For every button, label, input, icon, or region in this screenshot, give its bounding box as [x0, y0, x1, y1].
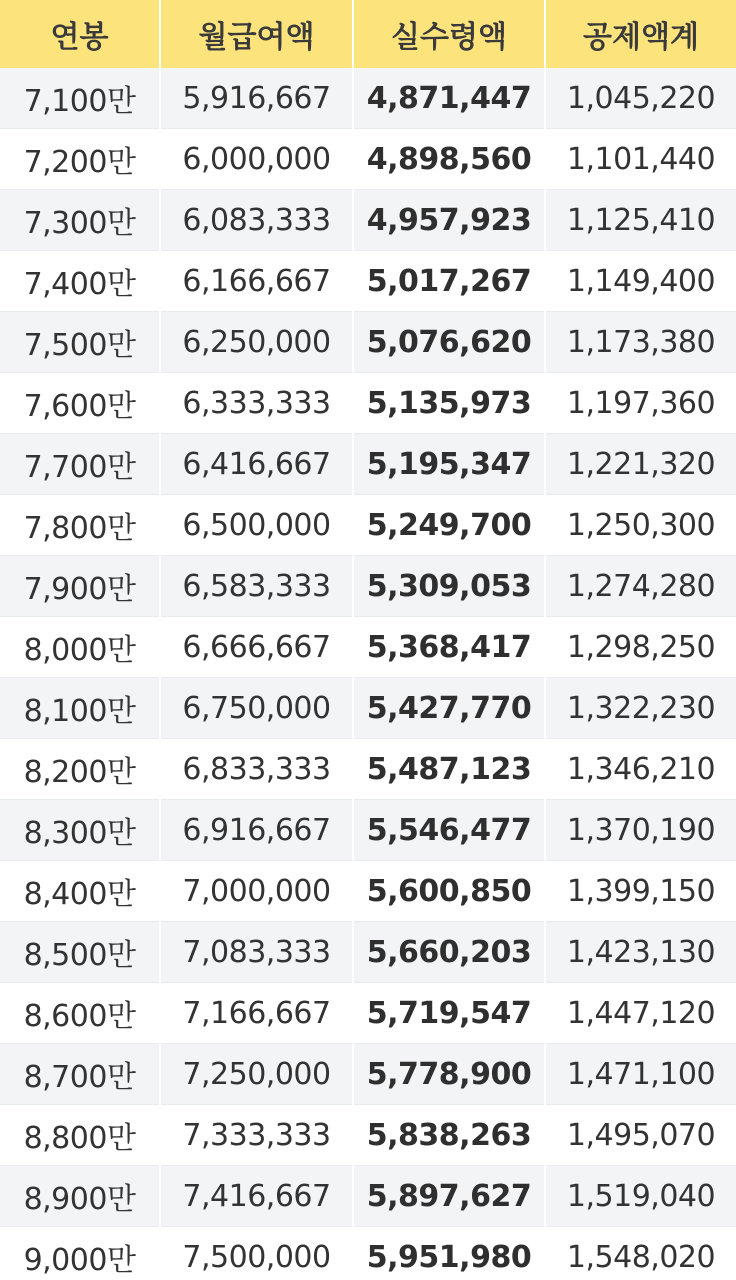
cell-monthly-pay: 6,916,667: [160, 800, 353, 861]
cell-total-deduction: 1,274,280: [545, 556, 736, 617]
table-row: [0, 373, 736, 434]
cell-monthly-pay: 7,500,000: [160, 1227, 353, 1280]
cell-annual-salary: 7,600만: [0, 373, 160, 434]
cell-monthly-pay: 7,083,333: [160, 922, 353, 983]
cell-total-deduction: 1,423,130: [545, 922, 736, 983]
cell-annual-salary: 7,400만: [0, 251, 160, 312]
cell-total-deduction: 1,495,070: [545, 1105, 736, 1166]
cell-monthly-pay: 6,166,667: [160, 251, 353, 312]
table-row: [0, 983, 736, 1044]
cell-total-deduction: 1,548,020: [545, 1227, 736, 1280]
cell-total-deduction: 1,399,150: [545, 861, 736, 922]
cell-total-deduction: 1,322,230: [545, 678, 736, 739]
cell-annual-salary: 7,300만: [0, 190, 160, 251]
table-row: [0, 617, 736, 678]
cell-total-deduction: 1,370,190: [545, 800, 736, 861]
cell-net-pay: 5,546,477: [353, 800, 545, 861]
cell-net-pay: 4,957,923: [353, 190, 545, 251]
cell-total-deduction: 1,250,300: [545, 495, 736, 556]
cell-annual-salary: 8,400만: [0, 861, 160, 922]
table-row: [0, 678, 736, 739]
table-row: [0, 922, 736, 983]
cell-annual-salary: 7,800만: [0, 495, 160, 556]
table-row: [0, 434, 736, 495]
cell-annual-salary: 8,200만: [0, 739, 160, 800]
cell-annual-salary: 7,200만: [0, 129, 160, 190]
table-row: [0, 739, 736, 800]
cell-annual-salary: 7,700만: [0, 434, 160, 495]
cell-total-deduction: 1,173,380: [545, 312, 736, 373]
cell-annual-salary: 9,000만: [0, 1227, 160, 1280]
cell-total-deduction: 1,519,040: [545, 1166, 736, 1227]
header-monthly-pay: 월급여액: [160, 0, 353, 68]
table-row: [0, 1105, 736, 1166]
cell-monthly-pay: 6,250,000: [160, 312, 353, 373]
cell-monthly-pay: 6,333,333: [160, 373, 353, 434]
table-row: [0, 1044, 736, 1105]
cell-total-deduction: 1,221,320: [545, 434, 736, 495]
cell-annual-salary: 7,500만: [0, 312, 160, 373]
cell-monthly-pay: 7,333,333: [160, 1105, 353, 1166]
cell-annual-salary: 8,500만: [0, 922, 160, 983]
cell-monthly-pay: 6,833,333: [160, 739, 353, 800]
table-row: [0, 129, 736, 190]
cell-annual-salary: 8,000만: [0, 617, 160, 678]
cell-total-deduction: 1,298,250: [545, 617, 736, 678]
cell-annual-salary: 8,700만: [0, 1044, 160, 1105]
cell-monthly-pay: 7,166,667: [160, 983, 353, 1044]
cell-total-deduction: 1,447,120: [545, 983, 736, 1044]
header-row: [0, 0, 736, 68]
cell-monthly-pay: 5,916,667: [160, 68, 353, 129]
cell-net-pay: 5,897,627: [353, 1166, 545, 1227]
cell-monthly-pay: 6,416,667: [160, 434, 353, 495]
cell-net-pay: 5,719,547: [353, 983, 545, 1044]
cell-total-deduction: 1,045,220: [545, 68, 736, 129]
cell-total-deduction: 1,471,100: [545, 1044, 736, 1105]
cell-net-pay: 5,838,263: [353, 1105, 545, 1166]
table-row: [0, 190, 736, 251]
table-row: [0, 1227, 736, 1280]
cell-annual-salary: 7,100만: [0, 68, 160, 129]
cell-monthly-pay: 6,083,333: [160, 190, 353, 251]
cell-annual-salary: 8,900만: [0, 1166, 160, 1227]
cell-net-pay: 5,076,620: [353, 312, 545, 373]
cell-net-pay: 5,778,900: [353, 1044, 545, 1105]
cell-annual-salary: 7,900만: [0, 556, 160, 617]
header-annual-salary: 연봉: [0, 0, 160, 68]
cell-net-pay: 5,309,053: [353, 556, 545, 617]
cell-total-deduction: 1,149,400: [545, 251, 736, 312]
cell-total-deduction: 1,125,410: [545, 190, 736, 251]
cell-net-pay: 4,898,560: [353, 129, 545, 190]
cell-monthly-pay: 6,750,000: [160, 678, 353, 739]
cell-net-pay: 5,487,123: [353, 739, 545, 800]
header-net-pay: 실수령액: [353, 0, 545, 68]
table-body: [0, 68, 736, 1280]
cell-net-pay: 5,249,700: [353, 495, 545, 556]
table-row: [0, 800, 736, 861]
cell-annual-salary: 8,600만: [0, 983, 160, 1044]
table-row: [0, 556, 736, 617]
table-header: [0, 0, 736, 68]
cell-net-pay: 5,427,770: [353, 678, 545, 739]
cell-monthly-pay: 6,000,000: [160, 129, 353, 190]
cell-monthly-pay: 7,416,667: [160, 1166, 353, 1227]
cell-total-deduction: 1,197,360: [545, 373, 736, 434]
header-total-deduction: 공제액계: [545, 0, 736, 68]
cell-net-pay: 5,368,417: [353, 617, 545, 678]
cell-monthly-pay: 6,500,000: [160, 495, 353, 556]
cell-net-pay: 4,871,447: [353, 68, 545, 129]
cell-monthly-pay: 7,250,000: [160, 1044, 353, 1105]
table-row: [0, 251, 736, 312]
table-row: [0, 495, 736, 556]
cell-net-pay: 5,017,267: [353, 251, 545, 312]
cell-monthly-pay: 6,583,333: [160, 556, 353, 617]
cell-net-pay: 5,660,203: [353, 922, 545, 983]
cell-annual-salary: 8,100만: [0, 678, 160, 739]
cell-net-pay: 5,195,347: [353, 434, 545, 495]
cell-monthly-pay: 7,000,000: [160, 861, 353, 922]
cell-monthly-pay: 6,666,667: [160, 617, 353, 678]
table-row: [0, 1166, 736, 1227]
cell-net-pay: 5,951,980: [353, 1227, 545, 1280]
cell-total-deduction: 1,346,210: [545, 739, 736, 800]
cell-net-pay: 5,135,973: [353, 373, 545, 434]
cell-total-deduction: 1,101,440: [545, 129, 736, 190]
cell-net-pay: 5,600,850: [353, 861, 545, 922]
table-row: [0, 312, 736, 373]
table-row: [0, 68, 736, 129]
cell-annual-salary: 8,800만: [0, 1105, 160, 1166]
table-row: [0, 861, 736, 922]
cell-annual-salary: 8,300만: [0, 800, 160, 861]
